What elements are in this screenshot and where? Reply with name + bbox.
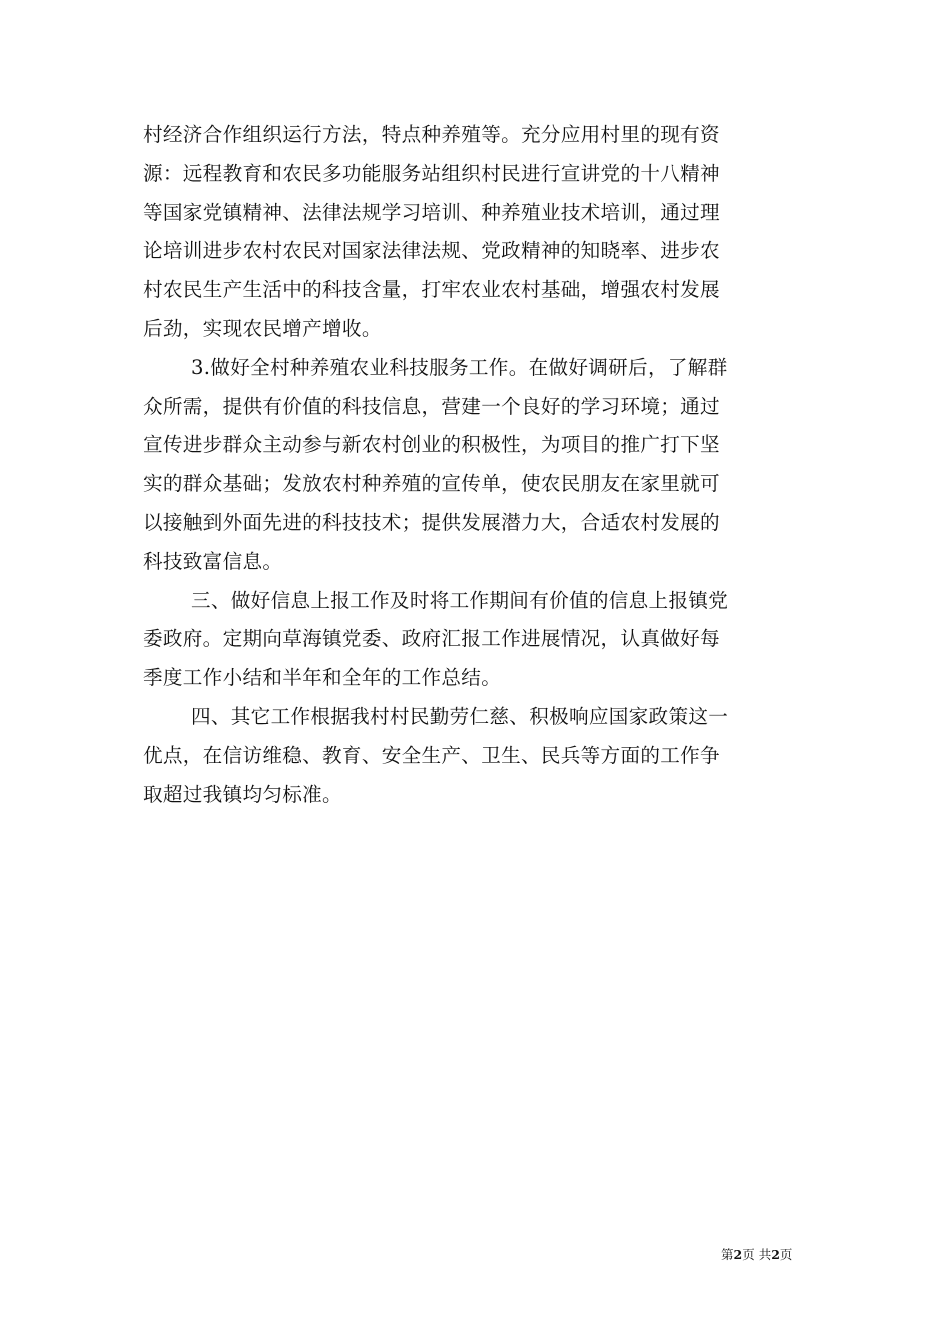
paragraph-first-line: 3.做好全村种养殖农业科技服务工作。在做好调研后，了解群 bbox=[191, 355, 728, 379]
text-line: 后劲，实现农民增产增收。 bbox=[143, 316, 382, 340]
text-line: 季度工作小结和半年和全年的工作总结。 bbox=[143, 666, 502, 690]
text-line: 村农民生产生活中的科技含量，打牢农业农村基础，增强农村发展 bbox=[143, 278, 720, 302]
text-line: 村经济合作组织运行方法，特点种养殖等。充分应用村里的现有资 bbox=[143, 123, 720, 146]
text-line: 优点，在信访维稳、教育、安全生产、卫生、民兵等方面的工作争 bbox=[143, 743, 720, 767]
footer-suffix: 页 bbox=[779, 1247, 793, 1262]
text-line: 源：远程教育和农民多功能服务站组织村民进行宣讲党的十八精神 bbox=[143, 161, 720, 185]
page-number-footer bbox=[721, 1247, 792, 1263]
footer-middle: 页 共 bbox=[742, 1247, 772, 1262]
text-line: 等国家党镇精神、法律法规学习培训、种养殖业技术培训，通过理 bbox=[143, 200, 720, 224]
total-page-number: 2 bbox=[771, 1247, 780, 1262]
text-line: 论培训进步农村农民对国家法律法规、党政精神的知晓率、进步农 bbox=[143, 239, 720, 263]
text-line: 实的群众基础；发放农村种养殖的宣传单，使农民朋友在家里就可 bbox=[143, 472, 720, 496]
text-line: 科技致富信息。 bbox=[143, 549, 283, 573]
footer-prefix: 第 bbox=[721, 1247, 734, 1262]
text-line: 取超过我镇均匀标准。 bbox=[143, 782, 342, 806]
current-page-number: 2 bbox=[733, 1247, 743, 1262]
paragraph-first-line: 三、做好信息上报工作及时将工作期间有价值的信息上报镇党 bbox=[191, 588, 729, 612]
text-line: 委政府。定期向草海镇党委、政府汇报工作进展情况，认真做好每 bbox=[143, 627, 720, 651]
paragraph-first-line: 四、其它工作根据我村村民勤劳仁慈、积极响应国家政策这一 bbox=[191, 704, 729, 728]
text-line: 众所需，提供有价值的科技信息，营建一个良好的学习环境；通过 bbox=[143, 394, 720, 418]
text-line: 宣传进步群众主动参与新农村创业的积极性，为项目的推广打下坚 bbox=[143, 433, 720, 457]
document-body bbox=[143, 116, 808, 814]
text-line: 以接触到外面先进的科技技术；提供发展潜力大，合适农村发展的 bbox=[143, 510, 720, 534]
